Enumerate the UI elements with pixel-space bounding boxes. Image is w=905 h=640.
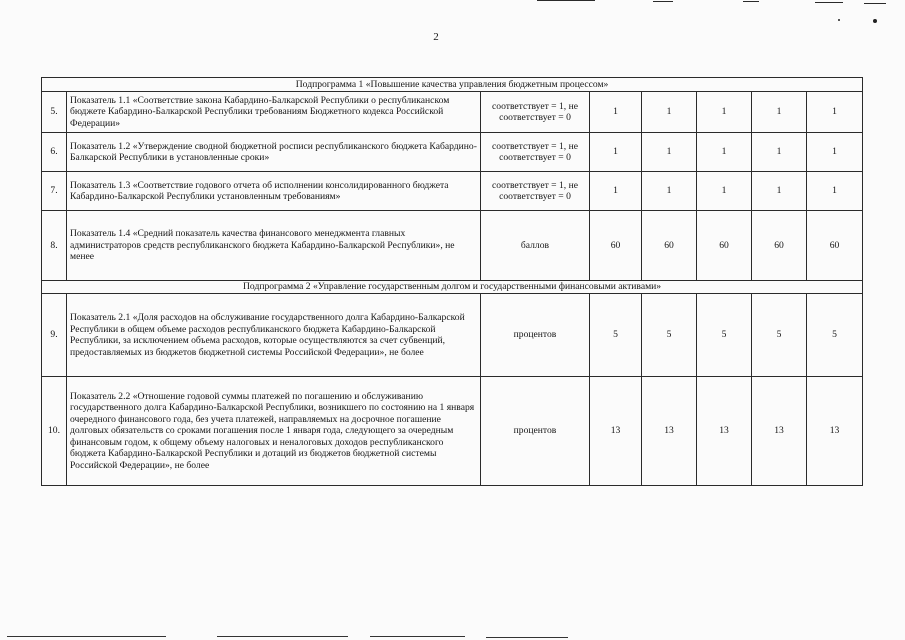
value-cell: 13 [697,377,752,486]
value-cell: 5 [590,294,642,377]
value-cell: 60 [752,211,807,281]
value-cell: 1 [697,133,752,172]
value-cell: 1 [697,172,752,211]
value-cell: 1 [752,92,807,133]
value-cell: 5 [807,294,863,377]
value-cell: 13 [807,377,863,486]
value-cell: 1 [590,133,642,172]
scan-mark [864,3,886,4]
row-number: 8. [42,211,67,281]
scan-mark [370,636,465,637]
scan-mark [653,1,673,2]
unit-of-measure: соответствует = 1, не соответствует = 0 [481,172,590,211]
table-row [42,172,863,211]
table-row [42,92,863,133]
row-number: 7. [42,172,67,211]
scan-mark [838,19,840,21]
value-cell: 1 [752,133,807,172]
value-cell: 1 [807,92,863,133]
scan-mark [537,0,595,1]
unit-of-measure: баллов [481,211,590,281]
indicator-text: Показатель 2.1 «Доля расходов на обслуживание государственного долга Кабардино-Балкарской Республики в общем объеме расходов республиканского бюджета Кабардино-Балкарской Республики, за исключением объема расходов, которые осуществляются за счет субвенций, предоставляемых из бюджетов бюджетной системы Российской Федерации», не более [67,294,481,377]
value-cell: 5 [642,294,697,377]
value-cell: 1 [697,92,752,133]
value-cell: 1 [642,92,697,133]
indicator-text: Показатель 1.4 «Средний показатель качества финансового менеджмента главных администраторов средств республиканского бюджета Кабардино-Балкарской Республики», не менее [67,211,481,281]
value-cell: 13 [590,377,642,486]
value-cell: 13 [642,377,697,486]
unit-of-measure: соответствует = 1, не соответствует = 0 [481,133,590,172]
row-number: 5. [42,92,67,133]
value-cell: 1 [590,92,642,133]
unit-of-measure: процентов [481,294,590,377]
page-number: 2 [433,31,439,43]
value-cell: 1 [752,172,807,211]
indicator-text: Показатель 2.2 «Отношение годовой суммы платежей по погашению и обслуживанию государственного долга Кабардино-Балкарской Республики, возникшего по состоянию на 1 января очередного финансового года, без учета платежей, направляемых на досрочное погашение долговых обязательств со сроками погашения после 1 января года, следующего за очередным финансовым годом, к общему объему налоговых и неналоговых доходов республиканского бюджета Кабардино-Балкарской Республики и дотаций из бюджетов бюджетной системы Российской Федерации», не более [67,377,481,486]
value-cell: 60 [590,211,642,281]
value-cell: 5 [697,294,752,377]
scan-mark [743,1,759,2]
table-row [42,211,863,281]
value-cell: 1 [807,133,863,172]
value-cell: 5 [752,294,807,377]
value-cell: 1 [642,133,697,172]
row-number: 6. [42,133,67,172]
row-number: 9. [42,294,67,377]
unit-of-measure: соответствует = 1, не соответствует = 0 [481,92,590,133]
subprogram-title: Подпрограмма 1 «Повышение качества управления бюджетным процессом» [42,78,863,92]
subprogram-header-row [42,281,863,294]
table-row [42,294,863,377]
table-row [42,377,863,486]
value-cell: 60 [642,211,697,281]
value-cell: 1 [807,172,863,211]
value-cell: 1 [642,172,697,211]
value-cell: 13 [752,377,807,486]
indicator-text: Показатель 1.2 «Утверждение сводной бюджетной росписи республиканского бюджета Кабардино-Балкарской Республики в установленные сроки» [67,133,481,172]
indicator-text: Показатель 1.3 «Соответствие годового отчета об исполнении консолидированного бюджета Кабардино-Балкарской Республики установленным требованиям» [67,172,481,211]
value-cell: 60 [807,211,863,281]
subprogram-header-row [42,78,863,92]
value-cell: 60 [697,211,752,281]
row-number: 10. [42,377,67,486]
unit-of-measure: процентов [481,377,590,486]
scan-mark [7,636,166,637]
indicator-text: Показатель 1.1 «Соответствие закона Кабардино-Балкарской Республики о республиканском бюджете Кабардино-Балкарской Республики требованиям Бюджетного кодекса Российской Федерации» [67,92,481,133]
scan-mark [217,636,348,637]
subprogram-title: Подпрограмма 2 «Управление государственным долгом и государственными финансовыми активами» [42,281,863,294]
indicators-table [41,77,863,486]
scan-mark [486,637,568,638]
scan-mark [815,2,843,3]
table-row [42,133,863,172]
scan-mark [873,19,877,23]
value-cell: 1 [590,172,642,211]
